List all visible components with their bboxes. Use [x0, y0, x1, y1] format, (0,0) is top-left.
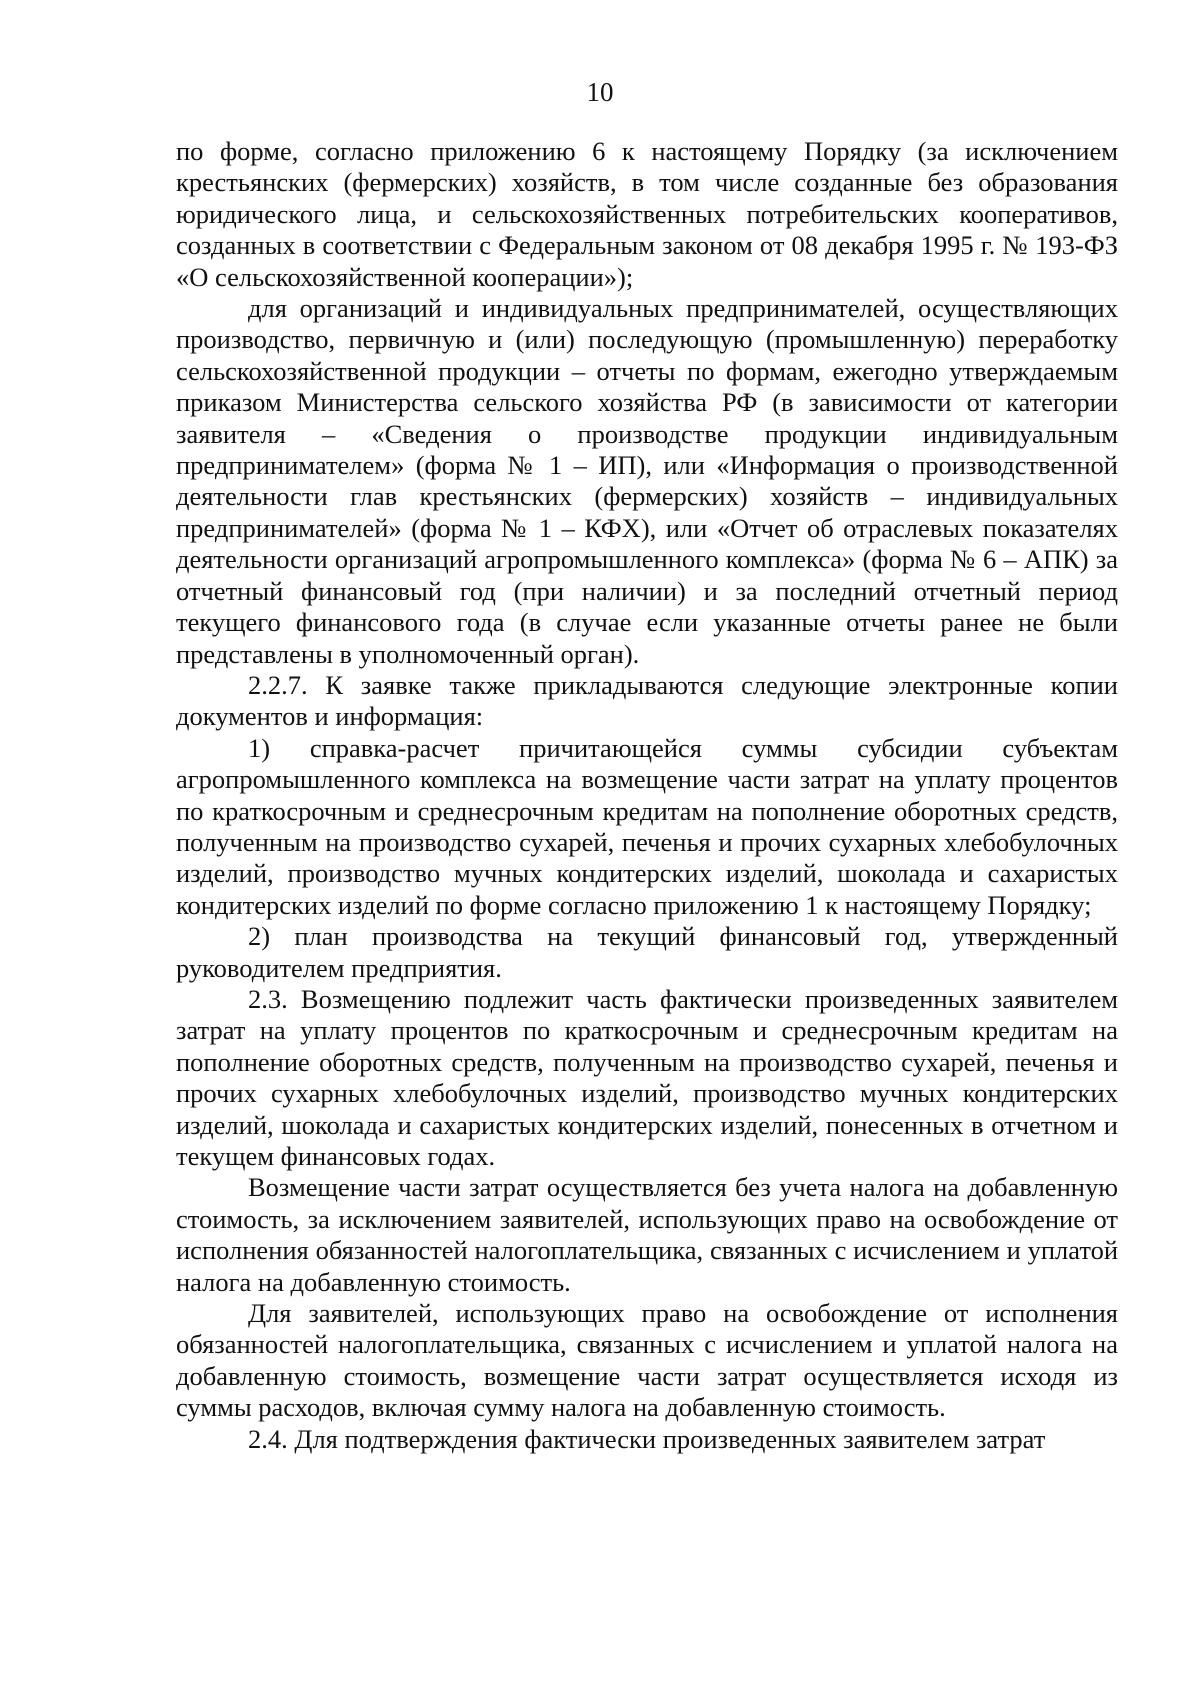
- paragraph: 1) справка-расчет причитающейся суммы субсидии субъектам агропромышленного комплекса на возмещение части затрат на уплату процентов по краткосрочным и среднесрочным кредитам на пополнение оборотных средств, полученным на производство сухарей, печенья и прочих сухарных хлебобулочных изделий, производство мучных кондитерских изделий, шоколада и сахаристых кондитерских изделий по форме согласно приложению 1 к настоящему Порядку;: [176, 732, 1118, 920]
- paragraph: по форме, согласно приложению 6 к настоящему Порядку (за исключением крестьянских (фермерских) хозяйств, в том числе созданные без образования юридического лица, и сельскохозяйственных потребительских кооперативов, созданных в соответствии с Федеральным законом от 08 декабря 1995 г. № 193-ФЗ «О сельскохозяйственной кооперации»);: [176, 136, 1118, 292]
- paragraph: 2.2.7. К заявке также прикладываются следующие электронные копии документов и информация:: [176, 669, 1118, 732]
- paragraph: для организаций и индивидуальных предпринимателей, осуществляющих производство, первичную и (или) последующую (промышленную) переработку сельскохозяйственной продукции – отчеты по формам, ежегодно утверждаемым приказом Министерства сельского хозяйства РФ (в зависимости от категории заявителя – «Сведения о производстве продукции индивидуальным предпринимателем» (форма № 1 – ИП), или «Информация о производственной деятельности глав крестьянских (фермерских) хозяйств – индивидуальных предпринимателей» (форма № 1 – КФХ), или «Отчет об отраслевых показателях деятельности организаций агропромышленного комплекса» (форма № 6 – АПК) за отчетный финансовый год (при наличии) и за последний отчетный период текущего финансового года (в случае если указанные отчеты ранее не были представлены в уполномоченный орган).: [176, 293, 1118, 669]
- paragraph: Возмещение части затрат осуществляется без учета налога на добавленную стоимость, за исключением заявителей, использующих право на освобождение от исполнения обязанностей налогоплательщика, связанных с исчислением и уплатой налога на добавленную стоимость.: [176, 1172, 1118, 1297]
- paragraph: Для заявителей, использующих право на освобождение от исполнения обязанностей налогоплательщика, связанных с исчислением и уплатой налога на добавленную стоимость, возмещение части затрат осуществляется исходя из суммы расходов, включая сумму налога на добавленную стоимость.: [176, 1298, 1118, 1423]
- paragraph: 2) план производства на текущий финансовый год, утвержденный руководителем предприятия.: [176, 921, 1118, 983]
- paragraph: 2.4. Для подтверждения фактически произведенных заявителем затрат: [248, 1423, 1046, 1454]
- page-number: 10: [586, 77, 614, 107]
- document-body: [176, 136, 1118, 1455]
- paragraph: 2.3. Возмещению подлежит часть фактически произведенных заявителем затрат на уплату процентов по краткосрочным и среднесрочным кредитам на пополнение оборотных средств, полученным на производство сухарей, печенья и прочих сухарных хлебобулочных изделий, производство мучных кондитерских изделий, шоколада и сахаристых кондитерских изделий, понесенных в отчетном и текущем финансовых годах.: [176, 983, 1118, 1171]
